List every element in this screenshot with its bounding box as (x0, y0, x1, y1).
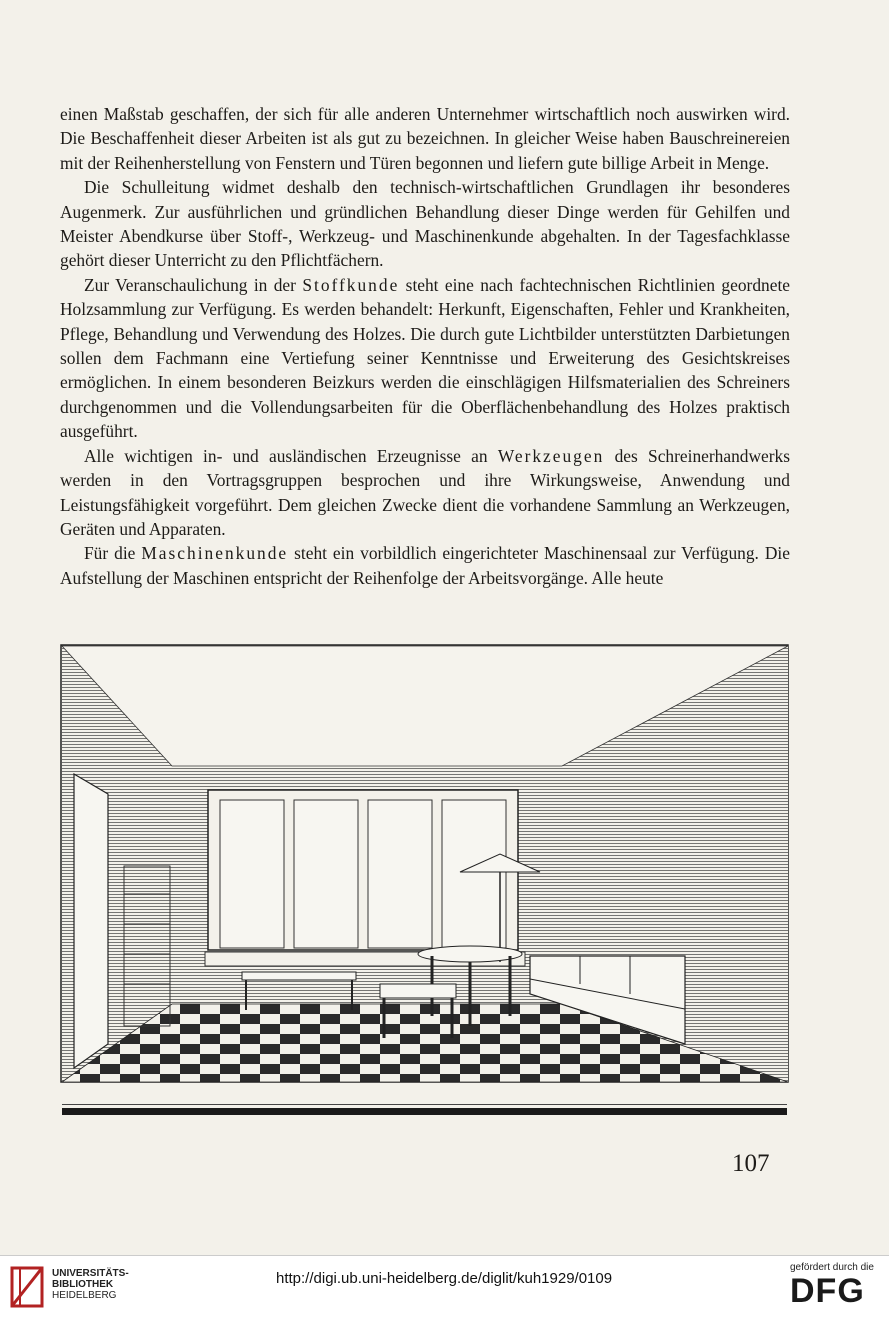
term-maschinenkunde: Maschinenkunde (141, 543, 289, 564)
rule-thin (62, 1104, 787, 1105)
paragraph-5-start: Für die (84, 543, 136, 564)
university-logo-icon (10, 1264, 46, 1310)
library-name (52, 1268, 129, 1301)
window-pane-3 (368, 800, 432, 948)
paragraph-1: einen Maßstab geschaffen, der sich für alle anderen Unternehmer wirtschaftlich noch auswirken wird. Die Beschaffenheit dieser Arbeiten ist als gut zu bezeichnen. In gleicher Weise haben Bauschreinereien mit der Reihenherstellung von Fenstern und Türen begonnen und liefern gute billige Arbeit in Menge. (60, 104, 790, 173)
stool (380, 984, 456, 998)
window-pane-4 (442, 800, 506, 948)
paragraph-4-rest: des Schreinerhandwerks werden in den Vortragsgruppen besprochen und ihre Wirkungsweise, Anwendung und Leistungsfähigkeit vorgeführt. Dem gleichen Zwecke dient die vorhandene Sammlung an Werkzeugen, Geräten und Apparaten. (60, 445, 791, 539)
page-number: 107 (732, 1150, 770, 1177)
dfg-logo: DFG (790, 1272, 865, 1310)
paragraph-4-start: Alle wichtigen in- und ausländischen Erzeugnisse an (84, 445, 488, 466)
table-top (418, 946, 522, 962)
paragraph-2: Die Schulleitung widmet deshalb den technisch-wirtschaftlichen Grundlagen ihr besonderes Augenmerk. Zur ausführlichen und gründlichen Behandlung dieser Dinge werden für Gehilfen und Meister Abendkurse über Stoff-, Werkzeug- und Maschinenkunde abgehalten. In der Tagesfachklasse gehört dieser Unterricht zu den Pflichtfächern. (60, 177, 790, 271)
footer-bar (0, 1255, 889, 1319)
window-pane-1 (220, 800, 284, 948)
paragraph-5 (60, 541, 790, 590)
room-illustration (60, 644, 790, 1084)
rule-thick (62, 1108, 787, 1115)
term-werkzeugen: Werkzeugen (497, 445, 605, 466)
funder-caption: gefördert durch die (790, 1262, 874, 1273)
paragraph-3 (60, 273, 790, 444)
paragraph-5-rest: steht ein vorbildlich eingerichteter Maschinensaal zur Verfügung. Die Aufstellung der Maschinen entspricht der Reihenfolge der Arbeitsvorgänge. Alle heute (60, 543, 790, 588)
paragraph-3-start: Zur Veranschaulichung in der (84, 274, 296, 295)
paragraph-4 (60, 444, 790, 542)
library-line-2: BIBLIOTHEK (52, 1279, 114, 1290)
door (74, 774, 108, 1068)
window-pane-2 (294, 800, 358, 948)
bench (242, 972, 356, 980)
page-url-link[interactable]: http://digi.ub.uni-heidelberg.de/diglit/kuh1929/0109 (276, 1270, 613, 1287)
body-text (60, 102, 790, 590)
library-line-3: HEIDELBERG (52, 1290, 117, 1301)
paragraph-3-rest: steht eine nach fachtechnischen Richtlinien geordnete Holzsammlung zur Verfügung. Es werden behandelt: Herkunft, Eigenschaften, Fehler und Krankheiten, Pflege, Behandlung und Verwendung des Holzes. Die durch gute Lichtbilder unterstützten Darbietungen sollen dem Fachmann eine Vertiefung seiner Kenntnisse und Erweiterung des Gesichtskreises ermöglichen. In einem besonderen Beizkurs werden die einschlägigen Hilfsmaterialien des Schreiners durchgenommen und die Vollendungsarbeiten für die Oberflächenbehandlung des Holzes praktisch ausgeführt. (60, 274, 790, 442)
library-line-1: UNIVERSITÄTS- (52, 1268, 129, 1279)
term-stoffkunde: Stoffkunde (302, 274, 400, 295)
